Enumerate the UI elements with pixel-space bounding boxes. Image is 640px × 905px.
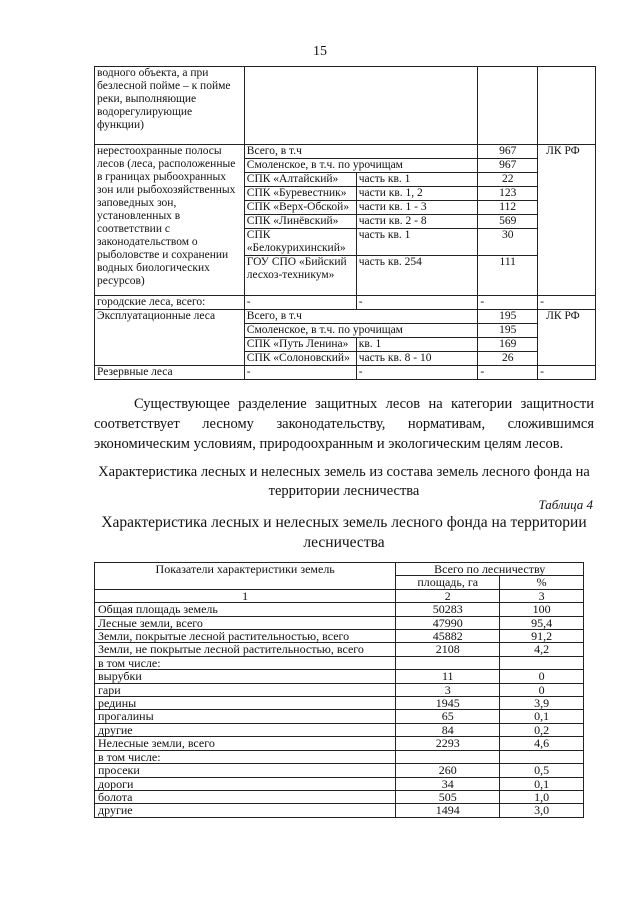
table-cell: СПК «Алтайский» [244,173,356,187]
table-cell [244,67,478,145]
label-cell: Земли, не покрытые лесной растительностью, всего [95,643,396,656]
percent-cell: 0 [500,683,584,696]
header-row [95,589,584,602]
table-cell [538,67,596,145]
table-label: Таблица 4 [538,497,593,512]
table-row [95,777,584,790]
label-cell: в том числе: [95,656,396,669]
table-cell: Резервные леса [95,366,245,380]
table-row [95,310,596,324]
area-cell: 2108 [396,643,500,656]
area-cell: 34 [396,777,500,790]
page-number: 15 [313,44,327,59]
table-cell: Смоленское, в т.ч. по урочищам [244,324,478,338]
area-cell: 30 [478,229,538,256]
table-row [95,710,584,723]
table-cell [478,67,538,145]
percent-cell: 0,1 [500,710,584,723]
percent-cell: 3,9 [500,697,584,710]
table-row [95,790,584,803]
header-cell: 2 [396,589,500,602]
table-cell: часть кв. 254 [356,256,478,296]
table-row [95,737,584,750]
table-row [95,643,584,656]
table-row [95,630,584,643]
area-cell [396,656,500,669]
area-cell: 65 [396,710,500,723]
area-cell: 967 [478,145,538,159]
area-cell: 45882 [396,630,500,643]
table-cell: - [244,366,356,380]
table-cell: - [356,296,478,310]
category-cell: Эксплуатационные леса [95,310,245,366]
label-cell: Лесные земли, всего [95,616,396,629]
area-cell: 22 [478,173,538,187]
table-cell: Всего, в т.ч [244,310,478,324]
table-cell: - [538,366,596,380]
table-cell: - [478,296,538,310]
table-cell: части кв. 1 - 3 [356,201,478,215]
table-cell: Всего, в т.ч [244,145,478,159]
area-cell: 84 [396,723,500,736]
label-cell: просеки [95,764,396,777]
label-cell: прогалины [95,710,396,723]
header-row [95,563,584,576]
label-cell: дороги [95,777,396,790]
label-cell: другие [95,723,396,736]
document-cell: ЛК РФ [538,145,596,296]
header-cell: Всего по лесничеству [396,563,584,576]
table-cell: кв. 1 [356,338,478,352]
table-cell: части кв. 1, 2 [356,187,478,201]
percent-cell: 1,0 [500,790,584,803]
table-cell: часть кв. 8 - 10 [356,352,478,366]
percent-cell: 3,0 [500,804,584,817]
area-cell: 169 [478,338,538,352]
table-row [95,603,584,616]
label-cell: вырубки [95,670,396,683]
table-row [95,683,584,696]
area-cell: 47990 [396,616,500,629]
area-cell: 195 [478,310,538,324]
area-cell: 260 [396,764,500,777]
area-cell: 967 [478,159,538,173]
percent-cell: 4,2 [500,643,584,656]
area-cell: 2293 [396,737,500,750]
percent-cell: 4,6 [500,737,584,750]
table-cell: Смоленское, в т.ч. по урочищам [244,159,478,173]
label-cell: болота [95,790,396,803]
table-cell: водного объекта, а при безлесной пойме – к пойме реки, выполняющие водорегулирующие функции) [95,67,245,145]
table-cell: части кв. 2 - 8 [356,215,478,229]
table-cell: СПК «Солоновский» [244,352,356,366]
area-cell: 195 [478,324,538,338]
label-cell: в том числе: [95,750,396,763]
table-cell: часть кв. 1 [356,173,478,187]
table-cell: СПК «Верх-Обской» [244,201,356,215]
label-cell: Общая площадь земель [95,603,396,616]
table-cell: городские леса, всего: [95,296,245,310]
area-cell: 1945 [396,697,500,710]
table-row [95,804,584,817]
label-cell: другие [95,804,396,817]
area-cell: 1494 [396,804,500,817]
header-cell: 3 [500,589,584,602]
percent-cell: 91,2 [500,630,584,643]
percent-cell: 0,2 [500,723,584,736]
table-cell: СПК «Белокурихинский» [244,229,356,256]
section-heading: Характеристика лесных и нелесных земель из состава земель лесного фонда на территории лесничества [98,464,590,499]
table-row [95,296,596,310]
table-cell: СПК «Путь Ленина» [244,338,356,352]
area-cell: 3 [396,683,500,696]
area-cell [396,750,500,763]
table-title: Характеристика лесных и нелесных земель лесного фонда на территории лесничества [101,514,587,551]
label-cell: редины [95,697,396,710]
table-cell: - [538,296,596,310]
label-cell: гари [95,683,396,696]
area-cell: 11 [396,670,500,683]
area-cell: 50283 [396,603,500,616]
table-cell: СПК «Линёвский» [244,215,356,229]
land-characteristics-table [94,562,584,818]
percent-cell [500,656,584,669]
area-cell: 111 [478,256,538,296]
area-cell: 112 [478,201,538,215]
area-cell: 505 [396,790,500,803]
table-row [95,697,584,710]
percent-cell: 100 [500,603,584,616]
area-cell: 123 [478,187,538,201]
table-row [95,67,596,145]
table-row [95,616,584,629]
percent-cell: 95,4 [500,616,584,629]
header-cell: площадь, га [396,576,500,589]
percent-cell: 0,5 [500,764,584,777]
percent-cell: 0,1 [500,777,584,790]
table-body [95,603,584,818]
percent-cell: 0 [500,670,584,683]
table-row [95,723,584,736]
area-cell: 569 [478,215,538,229]
category-cell: нерестоохранные полосы лесов (леса, расположенные в границах рыбоохранных зон или рыбохозяйственных заповедных зон, установленных в соответствии с законодательством о рыболовстве и сохранении водных биологических ресурсов) [95,145,245,296]
table-cell: - [356,366,478,380]
table-row [95,670,584,683]
table-cell: - [244,296,356,310]
table-row [95,764,584,777]
table-cell: ГОУ СПО «Бийский лесхоз-техникум» [244,256,356,296]
table-row [95,750,584,763]
protective-forests-table [94,66,596,380]
body-paragraph: Существующее разделение защитных лесов на категории защитности соответствует лесному законодательству, нормативам, сложившимся экономическим условиям, природоохранным и экологическим целям лесов. [94,396,594,452]
header-cell: % [500,576,584,589]
area-cell: 26 [478,352,538,366]
label-cell: Нелесные земли, всего [95,737,396,750]
table-row [95,656,584,669]
label-cell: Земли, покрытые лесной растительностью, всего [95,630,396,643]
table-row [95,366,596,380]
table-cell: СПК «Буревестник» [244,187,356,201]
table-row [95,145,596,159]
table-cell: - [478,366,538,380]
header-cell: 1 [95,589,396,602]
percent-cell [500,750,584,763]
document-cell: ЛК РФ [538,310,596,366]
table-cell: часть кв. 1 [356,229,478,256]
header-cell: Показатели характеристики земель [95,563,396,590]
